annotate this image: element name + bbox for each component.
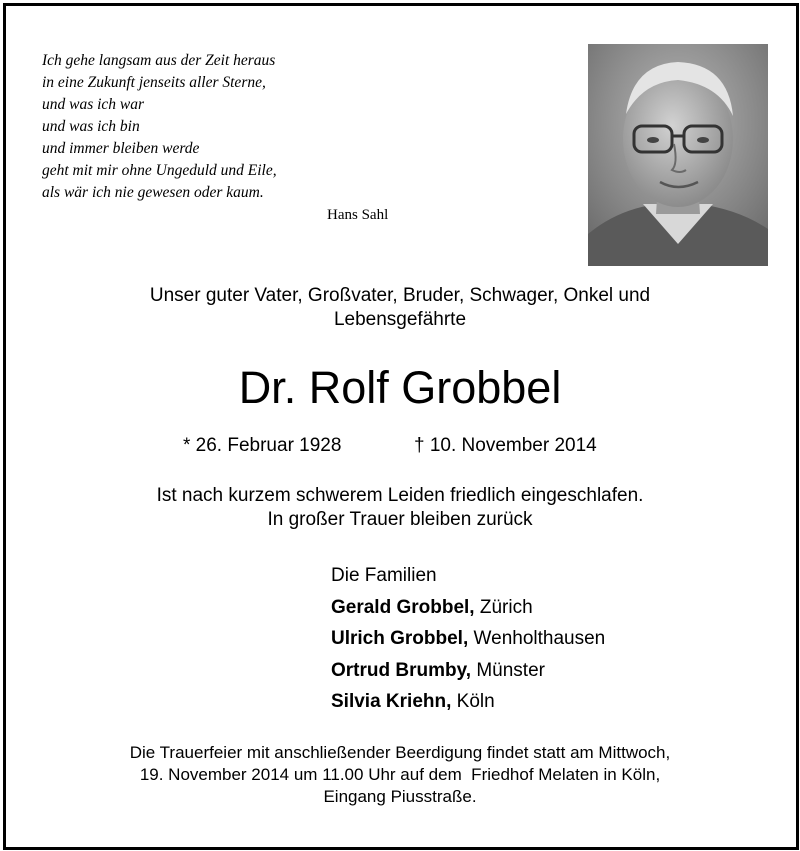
poem-author: Hans Sahl bbox=[327, 207, 389, 223]
family-heading: Die Familien bbox=[331, 565, 437, 586]
poem-line: und was ich bin bbox=[42, 118, 140, 135]
intro-text bbox=[0, 284, 800, 332]
intro-line: Unser guter Vater, Großvater, Bruder, Schwager, Onkel und bbox=[149, 285, 651, 306]
poem-line: als wär ich nie gewesen oder kaum. bbox=[42, 184, 264, 201]
intro-line: Lebensgefährte bbox=[333, 309, 467, 330]
funeral-line: Eingang Piusstraße. bbox=[323, 787, 477, 806]
birth-date: * 26. Februar 1928 bbox=[183, 435, 342, 456]
funeral-line: 19. November 2014 um 11.00 Uhr auf dem Friedhof Melaten in Köln, bbox=[139, 765, 661, 784]
funeral-line: Die Trauerfeier mit anschließender Beerdigung findet statt am Mittwoch, bbox=[129, 743, 671, 762]
funeral-info bbox=[0, 742, 800, 808]
poem-line: und was ich war bbox=[42, 96, 145, 113]
death-date: † 10. November 2014 bbox=[414, 435, 597, 456]
portrait-illustration bbox=[588, 44, 768, 266]
message-line: In großer Trauer bleiben zurück bbox=[267, 509, 533, 530]
poem-line: in eine Zukunft jenseits aller Sterne, bbox=[42, 74, 266, 91]
member-name: Ortrud Brumby, bbox=[331, 659, 472, 681]
message-line: Ist nach kurzem schwerem Leiden friedlich eingeschlafen. bbox=[156, 485, 644, 506]
family-member bbox=[331, 623, 605, 655]
family-member bbox=[331, 655, 605, 687]
poem-line: Ich gehe langsam aus der Zeit heraus bbox=[42, 52, 276, 69]
deceased-name: Dr. Rolf Grobbel bbox=[238, 362, 562, 413]
member-name: Gerald Grobbel, bbox=[331, 596, 475, 618]
member-place: Münster bbox=[476, 659, 545, 681]
member-name: Silvia Kriehn, bbox=[331, 691, 452, 712]
poem bbox=[42, 50, 277, 204]
family-list bbox=[331, 560, 605, 718]
poem-line: geht mit mir ohne Ungeduld und Eile, bbox=[42, 162, 277, 179]
poem-line: und immer bleiben werde bbox=[42, 140, 200, 157]
member-place: Zürich bbox=[479, 596, 533, 618]
portrait-photo bbox=[588, 44, 768, 266]
member-place: Köln bbox=[456, 691, 495, 712]
message-text bbox=[0, 484, 800, 532]
member-name: Ulrich Grobbel, bbox=[331, 628, 469, 649]
family-member bbox=[331, 592, 605, 624]
member-place: Wenholthausen bbox=[473, 628, 606, 649]
family-member bbox=[331, 686, 605, 718]
